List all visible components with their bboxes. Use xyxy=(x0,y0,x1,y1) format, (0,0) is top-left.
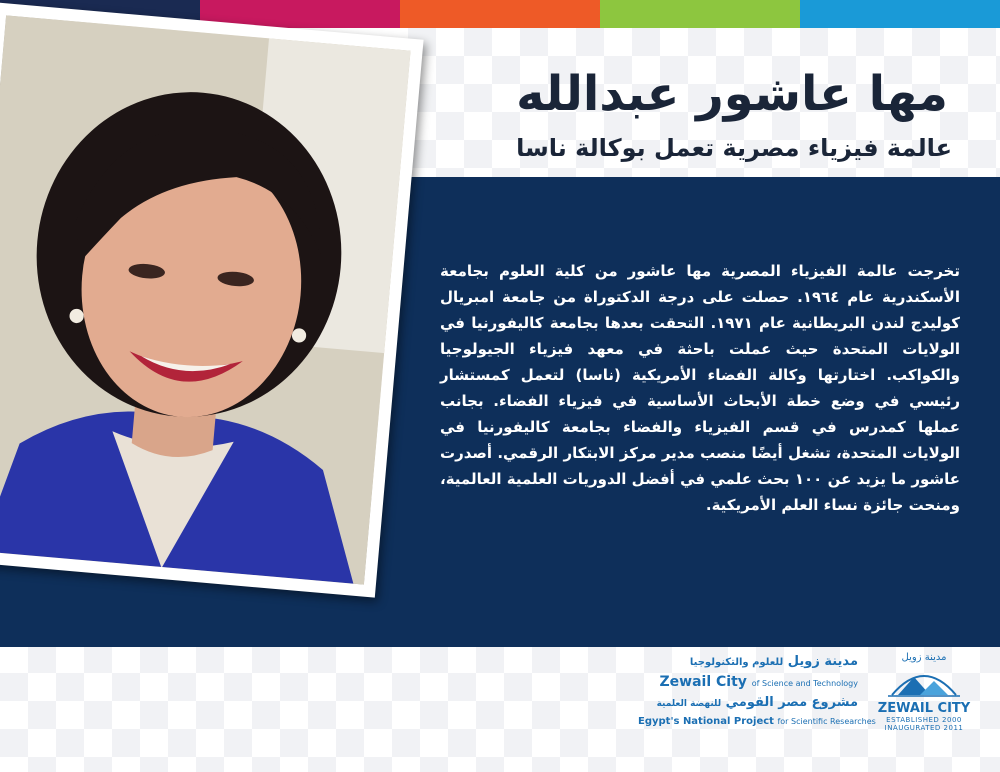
emblem-inaugurated: INAUGURATED 2011 xyxy=(884,724,964,732)
zewail-arabic-main: مدينة زويل xyxy=(787,654,858,669)
project-arabic-name xyxy=(638,693,858,714)
zewail-city-logo xyxy=(868,652,980,752)
emblem-arabic: مدينة زويل xyxy=(901,652,947,663)
project-english-main: Egypt's National Project xyxy=(638,716,774,727)
biography-text: تخرجت عالمة الفيزياء المصرية مها عاشور من كلية العلوم بجامعة الأسكندرية عام ١٩٦٤. حصلت على درجة الدكتوراة من جامعة امبريال كوليدج لندن البريطانية عام ١٩٧١. التحقت بعدها بجامعة كاليفورنيا في الولايات المتحدة حيث عملت باحثة في معهد فيزياء الجيولوجيا والكواكب. اختارتها وكالة الفضاء الأمريكية (ناسا) لتعمل كمستشار رئيسي في وضع خطة الأبحاث الأساسية في فيزياء الفضاء. بجانب عملها كمدرس في قسم الفيزياء والفضاء بجامعة كاليفورنيا في الولايات المتحدة، تشغل أيضًا منصب مدير مركز الابتكار الرقمي. أصدرت عاشور ما يزيد عن ١٠٠ بحث علمي في أفضل الدوريات العلمية العالمية، ومنحت جائزة نساء العلم الأمريكية. xyxy=(440,262,961,514)
zewail-arabic-name xyxy=(638,652,858,673)
zewail-english-sub: of Science and Technology xyxy=(751,679,858,688)
stripe-blue xyxy=(800,0,1000,28)
zewail-english-main: Zewail City xyxy=(659,674,747,690)
pyramids-icon xyxy=(884,663,964,699)
sponsor-text-block xyxy=(638,652,876,730)
page-title: مها عاشور عبدالله xyxy=(516,66,948,122)
project-english-name xyxy=(638,714,876,730)
stripe-orange xyxy=(400,0,600,28)
portrait-frame xyxy=(0,2,424,597)
footer-logos xyxy=(640,652,980,762)
emblem-established: ESTABLISHED 2000 xyxy=(886,716,962,724)
emblem-name: ZEWAIL CITY xyxy=(877,701,971,716)
portrait-photo xyxy=(0,15,411,584)
page-subtitle: عالمة فيزياء مصرية تعمل بوكالة ناسا xyxy=(516,134,952,162)
zewail-english-name xyxy=(638,673,858,693)
portrait-illustration xyxy=(0,15,411,584)
stripe-green xyxy=(600,0,800,28)
project-arabic-main: مشروع مصر القومي xyxy=(725,695,858,710)
zewail-arabic-sub: للعلوم والتكنولوجيا xyxy=(689,657,784,668)
project-arabic-sub: للنهضة العلمية xyxy=(656,699,722,709)
project-english-sub: for Scientific Researches xyxy=(777,717,876,726)
